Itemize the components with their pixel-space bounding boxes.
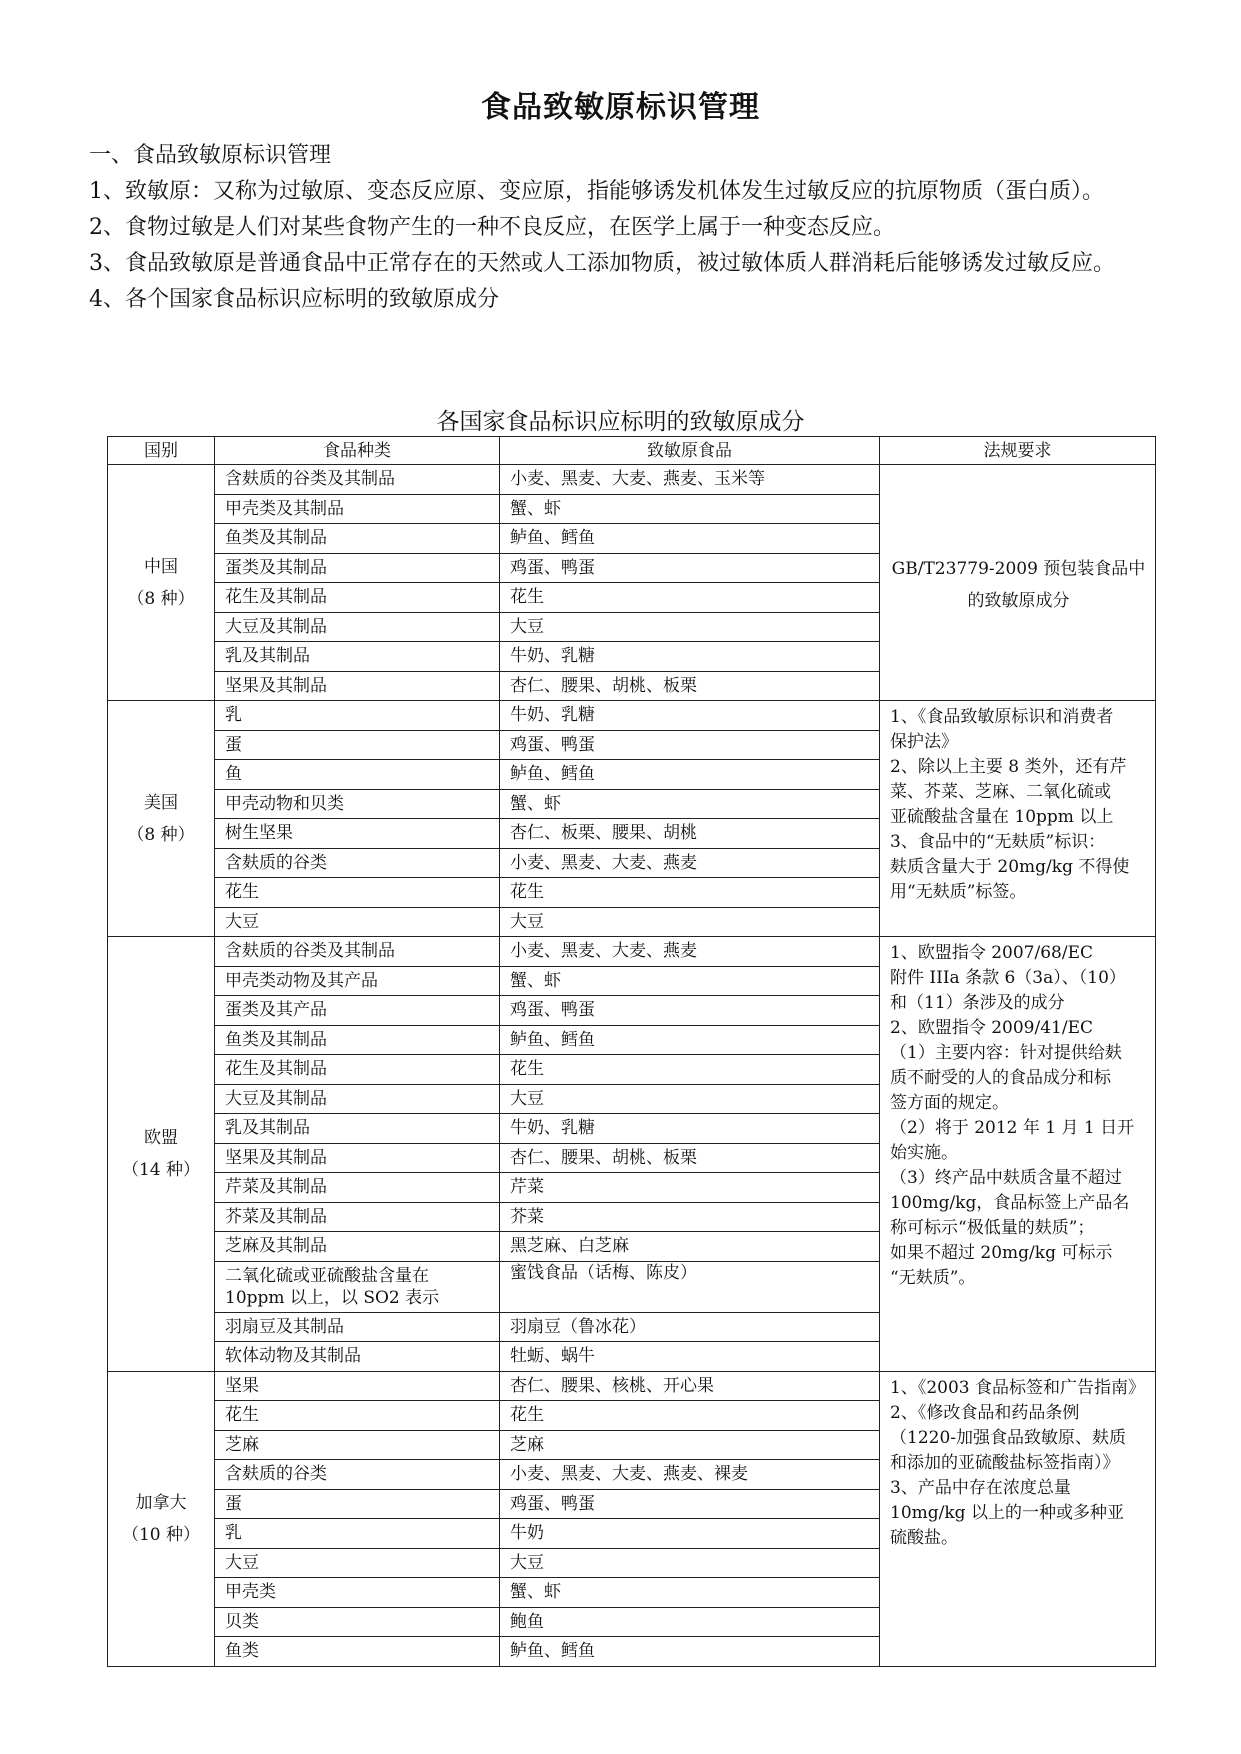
food-category-cell: 贝类 bbox=[215, 1607, 500, 1637]
food-category-cell: 鱼类及其制品 bbox=[215, 524, 500, 554]
food-category-cell: 芝麻及其制品 bbox=[215, 1232, 500, 1262]
regulation-line: 100mg/kg，食品标签上产品名 bbox=[890, 1193, 1130, 1213]
food-category-cell: 花生 bbox=[215, 1401, 500, 1431]
allergen-food-cell: 花生 bbox=[500, 1401, 880, 1431]
regulation-line: 和（11）条涉及的成分 bbox=[890, 993, 1065, 1013]
allergen-food-cell: 蜜饯食品（话梅、陈皮） bbox=[500, 1261, 880, 1312]
food-category-cell: 蛋 bbox=[215, 730, 500, 760]
food-category-cell: 坚果 bbox=[215, 1371, 500, 1401]
regulation-line: 的致敏原成分 bbox=[967, 590, 1070, 611]
food-category-cell: 甲壳类 bbox=[215, 1578, 500, 1608]
food-category-cell: 树生坚果 bbox=[215, 819, 500, 849]
country-name: 欧盟 bbox=[144, 1127, 178, 1148]
header-allergen: 致敏原食品 bbox=[500, 437, 880, 465]
food-category-cell: 乳及其制品 bbox=[215, 1114, 500, 1144]
allergen-food-cell: 鸡蛋、鸭蛋 bbox=[500, 553, 880, 583]
allergen-food-cell: 蟹、虾 bbox=[500, 1578, 880, 1608]
regulation-line: 保护法》 bbox=[890, 732, 958, 752]
intro-paragraph: 1、致敏原：又称为过敏原、变态反应原、变应原，指能够诱发机体发生过敏反应的抗原物质（蛋白质）。 bbox=[89, 179, 1105, 204]
food-category-cell: 花生及其制品 bbox=[215, 583, 500, 613]
regulation-line: 1、《2003 食品标签和广告指南》 bbox=[890, 1377, 1145, 1398]
regulation-line: 3、食品中的“无麸质”标识： bbox=[890, 832, 1106, 852]
food-category-cell: 蛋 bbox=[215, 1489, 500, 1519]
allergen-food-cell: 花生 bbox=[500, 878, 880, 908]
food-category-cell: 大豆 bbox=[215, 907, 500, 937]
food-category-cell: 花生及其制品 bbox=[215, 1055, 500, 1085]
allergen-food-cell: 小麦、黑麦、大麦、燕麦、裸麦 bbox=[500, 1460, 880, 1490]
food-category-cell: 甲壳类动物及其产品 bbox=[215, 966, 500, 996]
food-category-cell: 乳及其制品 bbox=[215, 642, 500, 672]
regulation-line: 1、《食品致敏原标识和消费者 bbox=[890, 707, 1114, 727]
food-category-cell: 甲壳动物和贝类 bbox=[215, 789, 500, 819]
allergen-food-cell: 小麦、黑麦、大麦、燕麦 bbox=[500, 848, 880, 878]
document-title: 食品致敏原标识管理 bbox=[481, 90, 760, 125]
food-category-cell: 二氧化硫或亚硫酸盐含量在 10ppm 以上，以 SO2 表示 bbox=[215, 1261, 500, 1312]
regulation-line: 和添加的亚硫酸盐标签指南）》 bbox=[890, 1452, 1120, 1473]
regulation-line: 硫酸盐。 bbox=[890, 1527, 958, 1548]
regulation-line: 称可标示“极低量的麸质”； bbox=[890, 1218, 1095, 1238]
country-name: 中国 bbox=[144, 556, 178, 577]
food-category-cell: 含麸质的谷类及其制品 bbox=[215, 937, 500, 967]
food-category-cell: 花生 bbox=[215, 878, 500, 908]
table-row bbox=[108, 1371, 1156, 1401]
regulation-line: 始实施。 bbox=[890, 1143, 958, 1163]
allergen-food-cell: 小麦、黑麦、大麦、燕麦、玉米等 bbox=[500, 465, 880, 495]
country-name: 美国 bbox=[144, 792, 178, 813]
regulation-cell bbox=[880, 701, 1156, 937]
regulation-line: 麸质含量大于 20mg/kg 不得使 bbox=[890, 857, 1130, 877]
allergen-food-cell: 鲍鱼 bbox=[500, 1607, 880, 1637]
allergen-food-cell: 羽扇豆（鲁冰花） bbox=[500, 1312, 880, 1342]
food-category-cell: 鱼类及其制品 bbox=[215, 1025, 500, 1055]
intro-heading: 一、食品致敏原标识管理 bbox=[89, 143, 332, 168]
allergen-count: （10 种） bbox=[121, 1524, 201, 1545]
regulation-line: 10mg/kg 以上的一种或多种亚 bbox=[890, 1502, 1124, 1523]
food-category-cell: 含麸质的谷类及其制品 bbox=[215, 465, 500, 495]
table-caption: 各国家食品标识应标明的致敏原成分 bbox=[436, 409, 805, 435]
food-category-cell: 坚果及其制品 bbox=[215, 1143, 500, 1173]
table-header-row bbox=[108, 437, 1156, 465]
header-category: 食品种类 bbox=[215, 437, 500, 465]
allergen-food-cell: 杏仁、腰果、核桃、开心果 bbox=[500, 1371, 880, 1401]
allergen-food-cell: 鸡蛋、鸭蛋 bbox=[500, 996, 880, 1026]
allergen-food-cell: 小麦、黑麦、大麦、燕麦 bbox=[500, 937, 880, 967]
allergen-food-cell: 大豆 bbox=[500, 1548, 880, 1578]
intro-paragraph: 4、各个国家食品标识应标明的致敏原成分 bbox=[89, 287, 499, 312]
regulation-line: 1、欧盟指令 2007/68/EC bbox=[890, 943, 1093, 963]
intro-paragraph: 2、食物过敏是人们对某些食物产生的一种不良反应，在医学上属于一种变态反应。 bbox=[89, 215, 895, 240]
country-cell bbox=[108, 937, 215, 1372]
regulation-line: （1）主要内容：针对提供给麸 bbox=[890, 1043, 1122, 1063]
food-category-cell: 含麸质的谷类 bbox=[215, 848, 500, 878]
allergen-food-cell: 大豆 bbox=[500, 1084, 880, 1114]
table-row bbox=[108, 701, 1156, 731]
allergen-food-cell: 杏仁、板栗、腰果、胡桃 bbox=[500, 819, 880, 849]
allergen-food-cell: 黑芝麻、白芝麻 bbox=[500, 1232, 880, 1262]
allergen-food-cell: 芝麻 bbox=[500, 1430, 880, 1460]
food-category-cell: 甲壳类及其制品 bbox=[215, 494, 500, 524]
regulation-line: 菜、芥菜、芝麻、二氧化硫或 bbox=[890, 782, 1111, 802]
food-category-cell: 含麸质的谷类 bbox=[215, 1460, 500, 1490]
country-cell bbox=[108, 465, 215, 701]
allergen-food-cell: 牛奶、乳糖 bbox=[500, 1114, 880, 1144]
regulation-line: （3）终产品中麸质含量不超过 bbox=[890, 1168, 1122, 1188]
header-country: 国别 bbox=[108, 437, 215, 465]
table-row bbox=[108, 937, 1156, 967]
allergen-food-cell: 杏仁、腰果、胡桃、板栗 bbox=[500, 671, 880, 701]
allergen-food-cell: 芹菜 bbox=[500, 1173, 880, 1203]
allergen-food-cell: 牡蛎、蜗牛 bbox=[500, 1342, 880, 1372]
food-category-cell: 乳 bbox=[215, 701, 500, 731]
regulation-line: 亚硫酸盐含量在 10ppm 以上 bbox=[890, 807, 1114, 827]
allergen-food-cell: 鲈鱼、鳕鱼 bbox=[500, 1025, 880, 1055]
regulation-line: 附件 IIIa 条款 6（3a）、（10） bbox=[890, 968, 1126, 988]
allergen-food-cell: 大豆 bbox=[500, 907, 880, 937]
regulation-cell bbox=[880, 1371, 1156, 1666]
allergen-food-cell: 芥菜 bbox=[500, 1202, 880, 1232]
allergen-count: （8 种） bbox=[127, 824, 195, 845]
food-category-cell: 羽扇豆及其制品 bbox=[215, 1312, 500, 1342]
table-body bbox=[108, 465, 1156, 1667]
regulation-line: 签方面的规定。 bbox=[890, 1093, 1009, 1113]
food-category-cell: 坚果及其制品 bbox=[215, 671, 500, 701]
allergen-food-cell: 鲈鱼、鳕鱼 bbox=[500, 524, 880, 554]
allergen-food-cell: 鸡蛋、鸭蛋 bbox=[500, 730, 880, 760]
regulation-line: 如果不超过 20mg/kg 可标示 bbox=[890, 1243, 1113, 1263]
regulation-line: （2）将于 2012 年 1 月 1 日开 bbox=[890, 1118, 1135, 1138]
allergen-food-cell: 鲈鱼、鳕鱼 bbox=[500, 760, 880, 790]
food-category-cell: 乳 bbox=[215, 1519, 500, 1549]
regulation-line: 3、产品中存在浓度总量 bbox=[890, 1477, 1071, 1498]
regulation-cell bbox=[880, 465, 1156, 701]
allergen-table bbox=[107, 436, 1156, 1667]
allergen-food-cell: 大豆 bbox=[500, 612, 880, 642]
allergen-food-cell: 蟹、虾 bbox=[500, 789, 880, 819]
regulation-line: （1220-加强食品致敏原、麸质 bbox=[890, 1427, 1127, 1448]
country-cell bbox=[108, 1371, 215, 1666]
allergen-count: （14 种） bbox=[121, 1159, 201, 1180]
table-row bbox=[108, 465, 1156, 495]
regulation-line: 用“无麸质”标签。 bbox=[890, 882, 1027, 902]
regulation-line: 2、《修改食品和药品条例 bbox=[890, 1402, 1080, 1423]
food-category-cell: 鱼类 bbox=[215, 1637, 500, 1667]
allergen-food-cell: 牛奶 bbox=[500, 1519, 880, 1549]
regulation-line: GB/T23779-2009 预包装食品中 bbox=[891, 558, 1146, 579]
allergen-food-cell: 鸡蛋、鸭蛋 bbox=[500, 1489, 880, 1519]
allergen-food-cell: 蟹、虾 bbox=[500, 966, 880, 996]
allergen-food-cell: 花生 bbox=[500, 1055, 880, 1085]
food-category-cell: 大豆 bbox=[215, 1548, 500, 1578]
regulation-line: 2、欧盟指令 2009/41/EC bbox=[890, 1018, 1093, 1038]
regulation-cell bbox=[880, 937, 1156, 1372]
allergen-food-cell: 牛奶、乳糖 bbox=[500, 701, 880, 731]
food-category-cell: 芝麻 bbox=[215, 1430, 500, 1460]
country-name: 加拿大 bbox=[135, 1492, 187, 1513]
allergen-food-cell: 花生 bbox=[500, 583, 880, 613]
food-category-cell: 软体动物及其制品 bbox=[215, 1342, 500, 1372]
allergen-food-cell: 鲈鱼、鳕鱼 bbox=[500, 1637, 880, 1667]
food-category-cell: 大豆及其制品 bbox=[215, 612, 500, 642]
food-category-cell: 蛋类及其产品 bbox=[215, 996, 500, 1026]
food-category-cell: 芹菜及其制品 bbox=[215, 1173, 500, 1203]
allergen-count: （8 种） bbox=[127, 588, 195, 609]
food-category-cell: 芥菜及其制品 bbox=[215, 1202, 500, 1232]
allergen-food-cell: 杏仁、腰果、胡桃、板栗 bbox=[500, 1143, 880, 1173]
allergen-food-cell: 蟹、虾 bbox=[500, 494, 880, 524]
food-category-cell: 大豆及其制品 bbox=[215, 1084, 500, 1114]
regulation-line: 2、除以上主要 8 类外，还有芹 bbox=[890, 757, 1127, 777]
allergen-food-cell: 牛奶、乳糖 bbox=[500, 642, 880, 672]
regulation-line: 质不耐受的人的食品成分和标 bbox=[890, 1068, 1111, 1088]
regulation-line: “无麸质”。 bbox=[890, 1268, 976, 1288]
country-cell bbox=[108, 701, 215, 937]
intro-section bbox=[89, 138, 1149, 318]
intro-paragraph: 3、食品致敏原是普通食品中正常存在的天然或人工添加物质，被过敏体质人群消耗后能够诱发过敏反应。 bbox=[89, 251, 1116, 276]
header-regulation: 法规要求 bbox=[880, 437, 1156, 465]
food-category-cell: 鱼 bbox=[215, 760, 500, 790]
food-category-cell: 蛋类及其制品 bbox=[215, 553, 500, 583]
